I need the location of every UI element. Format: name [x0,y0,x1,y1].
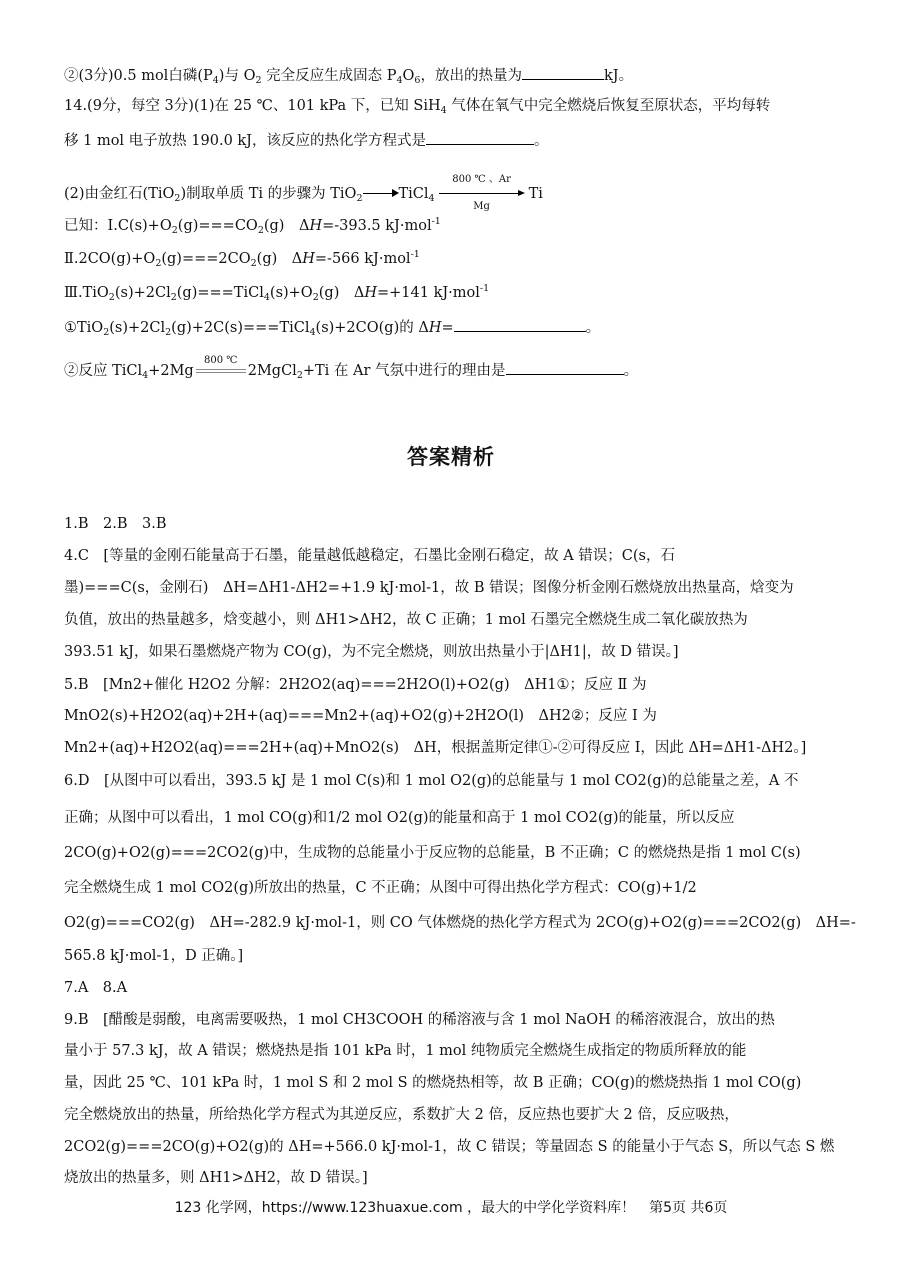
answer-9-line: 2CO2(g)===2CO(g)+O2(g)的 ΔH=+566.0 kJ·mol-1，故 C 错误；等量固态 S 的能量小于气态 S，所以气态 S 燃 [64,1139,835,1155]
answer-6-line: 完全燃烧生成 1 mol CO2(g)所放出的热量，C 不正确；从图中可得出热化学方程式：CO(g)+1/2 [64,880,697,896]
answer-blank [522,64,604,80]
condition-equals: 800 ℃ [196,361,246,381]
answer-9-line: 量小于 57.3 kJ，故 A 错误；燃烧热是指 101 kPa 时，1 mol 纯物质完全燃烧生成指定的物质所释放的能 [64,1043,747,1059]
q14-sub1: $①TiO_2(s)+2Cl_2(g)+2C(s)===TiCl_4(s)+2CO(g)$的 ΔH= 。 [64,316,844,338]
answer-5-line: 5.B [Mn2+催化 H2O2 分解：2H2O2(aq)===2H2O(l)+O2(g) ΔH1①；反应 Ⅱ 为 [64,677,647,693]
answer-9-line: 烧放出的热量多，则 ΔH1>ΔH2，故 D 错误。] [64,1170,368,1186]
answer-blank [426,129,534,145]
q14-line-3: (2)由金红石(TiO$_2$)制取单质 Ti 的步骤为 TiO$_2$ TiCl$_4$ $\frac{800 ℃ 、Ar}{Mg}$ Ti [64,174,543,212]
page-footer: 123 化学网，https://www.123huaxue.com ，最大的中学化学资料库！ 第5页 共6页 [174,1200,728,1216]
answer-6-line: 6.D [从图中可以看出，393.5 kJ 是 1 mol C(s)和 1 mol O2(g)的总能量与 1 mol CO2(g)的总能量之差，A 不 [64,773,799,789]
answer-section-title: 答案精析 [407,445,495,469]
answer-4-line: 393.51 kJ，如果石墨燃烧产物为 CO(g)，为不完全燃烧，则放出热量小于|ΔH1|，故 D 错误。] [64,644,679,660]
known-eq-1: 已知：$Ⅰ.C(s)+O_2(g)===CO_2(g)$ ΔH=-393.5 kJ·mol$^{-1}$ [64,216,441,236]
q14-line-1: 14.(9分，每空 3分)(1)在 25 ℃、101 kPa 下，已知 SiH$_4$ 气体在氧气中完全燃烧后恢复至原状态，平均每转 [64,98,771,116]
answer-6-line: 2CO(g)+O2(g)===2CO2(g)中，生成物的总能量小于反应物的总能量，B 不正确；C 的燃烧热是指 1 mol C(s) [64,845,801,861]
answer-4-line: 墨)===C(s，金刚石) ΔH=ΔH1-ΔH2=+1.9 kJ·mol-1，故 B 错误；图像分析金刚石燃烧放出热量高，焓变为 [64,580,794,596]
answer-6-line: 565.8 kJ·mol-1，D 正确。] [64,948,244,964]
answer-7-8: 7.A 8.A [64,980,128,996]
answer-9-line: 完全燃烧放出的热量，所给热化学方程式为其逆反应，系数扩大 2 倍，反应热也要扩大 2 倍，反应吸热， [64,1107,739,1123]
q14-line-2: 移 1 mol 电子放热 190.0 kJ，该反应的热化学方程式是 。 [64,129,844,151]
q14-sub2: ②反应 TiCl$_4$+2Mg 800 ℃ 2MgCl$_2$+Ti 在 Ar 气氛中进行的理由是 。 [64,355,639,381]
answer-9-line: 9.B [醋酸是弱酸，电离需要吸热，1 mol CH3COOH 的稀溶液与含 1 mol NaOH 的稀溶液混合，放出的热 [64,1012,775,1028]
answer-blank [506,359,624,375]
answer-1-3: 1.B 2.B 3.B [64,516,167,532]
answer-4-line: 4.C [等量的金刚石能量高于石墨，能量越低越稳定，石墨比金刚石稳定，故 A 错误；C(s，石 [64,548,675,564]
answer-4-line: 负值，放出的热量越多，焓变越小，则 ΔH1>ΔH2，故 C 正确；1 mol 石墨完全燃烧生成二氧化碳放热为 [64,612,748,628]
known-eq-2: $Ⅱ.2CO(g)+O_2(g)===2CO_2(g)$ ΔH=-566 kJ·mol$^{-1}$ [64,249,420,269]
q13-part2-line: ②(3分)0.5 mol白磷$(P_4)$与 $O_2$ 完全反应生成固态 $P_4O_6$，放出的热量为 kJ。 [64,64,844,86]
answer-6-line: 正确；从图中可以看出，1 mol CO(g)和1/2 mol O2(g)的能量和高于 1 mol CO2(g)的能量，所以反应 [64,810,735,826]
answer-5-line: MnO2(s)+H2O2(aq)+2H+(aq)===Mn2+(aq)+O2(g)+2H2O(l) ΔH2②；反应 Ⅰ 为 [64,708,657,724]
known-eq-3: $Ⅲ.TiO_2(s)+2Cl_2(g)===TiCl_4(s)+O_2(g)$ ΔH=+141 kJ·mol$^{-1}$ [64,283,490,303]
condition-arrow: $\frac{800 ℃ 、Ar}{Mg}$ [439,184,525,204]
answer-blank [454,316,586,332]
reaction-arrow-icon [363,189,399,199]
answer-6-line: O2(g)===CO2(g) ΔH=-282.9 kJ·mol-1，则 CO 气体燃烧的热化学方程式为 2CO(g)+O2(g)===2CO2(g) ΔH=- [64,915,856,931]
answer-9-line: 量，因此 25 ℃、101 kPa 时，1 mol S 和 2 mol S 的燃烧热相等，故 B 正确；CO(g)的燃烧热指 1 mol CO(g) [64,1075,802,1091]
answer-5-line: Mn2+(aq)+H2O2(aq)===2H+(aq)+MnO2(s) ΔH，根据盖斯定律①-②可得反应 Ⅰ，因此 ΔH=ΔH1-ΔH2。] [64,740,807,756]
